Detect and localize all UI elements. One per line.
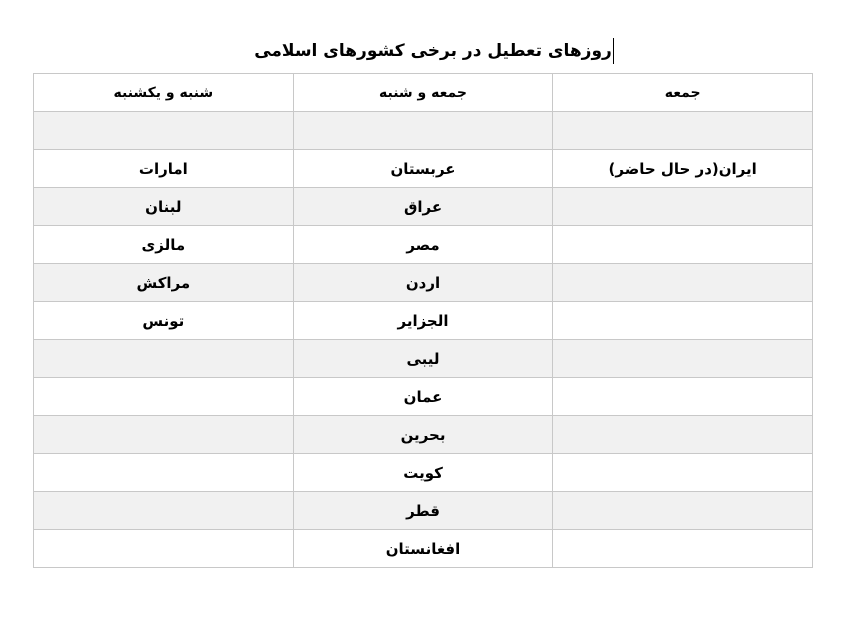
friday-cell	[553, 112, 813, 150]
friday-cell	[553, 264, 813, 302]
friday-saturday-cell: کویت	[293, 454, 553, 492]
table-row	[34, 226, 813, 264]
friday-cell	[553, 340, 813, 378]
friday-saturday-cell: افغانستان	[293, 530, 553, 568]
friday-cell: ایران(در حال حاضر)	[553, 150, 813, 188]
saturday-sunday-cell	[34, 454, 294, 492]
saturday-sunday-cell: تونس	[34, 302, 294, 340]
table-row	[34, 340, 813, 378]
document-title[interactable]	[0, 38, 868, 64]
text-cursor	[613, 38, 614, 64]
friday-saturday-cell: عمان	[293, 378, 553, 416]
saturday-sunday-cell: لبنان	[34, 188, 294, 226]
table-body	[34, 74, 813, 568]
table-row	[34, 416, 813, 454]
holiday-days-table	[33, 73, 813, 568]
saturday-sunday-cell	[34, 416, 294, 454]
header-cell-friday: جمعه	[553, 74, 813, 112]
friday-saturday-cell: بحرین	[293, 416, 553, 454]
saturday-sunday-cell	[34, 112, 294, 150]
table-row	[34, 302, 813, 340]
table-row	[34, 492, 813, 530]
table-row	[34, 530, 813, 568]
friday-cell	[553, 530, 813, 568]
document-title-text: روزهای تعطیل در برخی کشورهای اسلامی	[254, 41, 612, 61]
saturday-sunday-cell: مالزی	[34, 226, 294, 264]
friday-cell	[553, 188, 813, 226]
saturday-sunday-cell	[34, 340, 294, 378]
table-row	[34, 112, 813, 150]
table-row	[34, 454, 813, 492]
friday-cell	[553, 302, 813, 340]
friday-cell	[553, 454, 813, 492]
friday-saturday-cell: عربستان	[293, 150, 553, 188]
friday-cell	[553, 416, 813, 454]
friday-saturday-cell	[293, 112, 553, 150]
friday-saturday-cell: مصر	[293, 226, 553, 264]
saturday-sunday-cell	[34, 378, 294, 416]
friday-saturday-cell: الجزایر	[293, 302, 553, 340]
saturday-sunday-cell	[34, 530, 294, 568]
table-row	[34, 264, 813, 302]
saturday-sunday-cell: مراکش	[34, 264, 294, 302]
saturday-sunday-cell	[34, 492, 294, 530]
friday-saturday-cell: عراق	[293, 188, 553, 226]
header-cell-saturday-sunday: شنبه و یکشنبه	[34, 74, 294, 112]
friday-saturday-cell: قطر	[293, 492, 553, 530]
friday-cell	[553, 226, 813, 264]
friday-cell	[553, 492, 813, 530]
saturday-sunday-cell: امارات	[34, 150, 294, 188]
friday-cell	[553, 378, 813, 416]
friday-saturday-cell: اردن	[293, 264, 553, 302]
table-header-row	[34, 74, 813, 112]
table-row	[34, 378, 813, 416]
header-cell-friday-saturday: جمعه و شنبه	[293, 74, 553, 112]
table-row	[34, 150, 813, 188]
table-row	[34, 188, 813, 226]
friday-saturday-cell: لیبی	[293, 340, 553, 378]
